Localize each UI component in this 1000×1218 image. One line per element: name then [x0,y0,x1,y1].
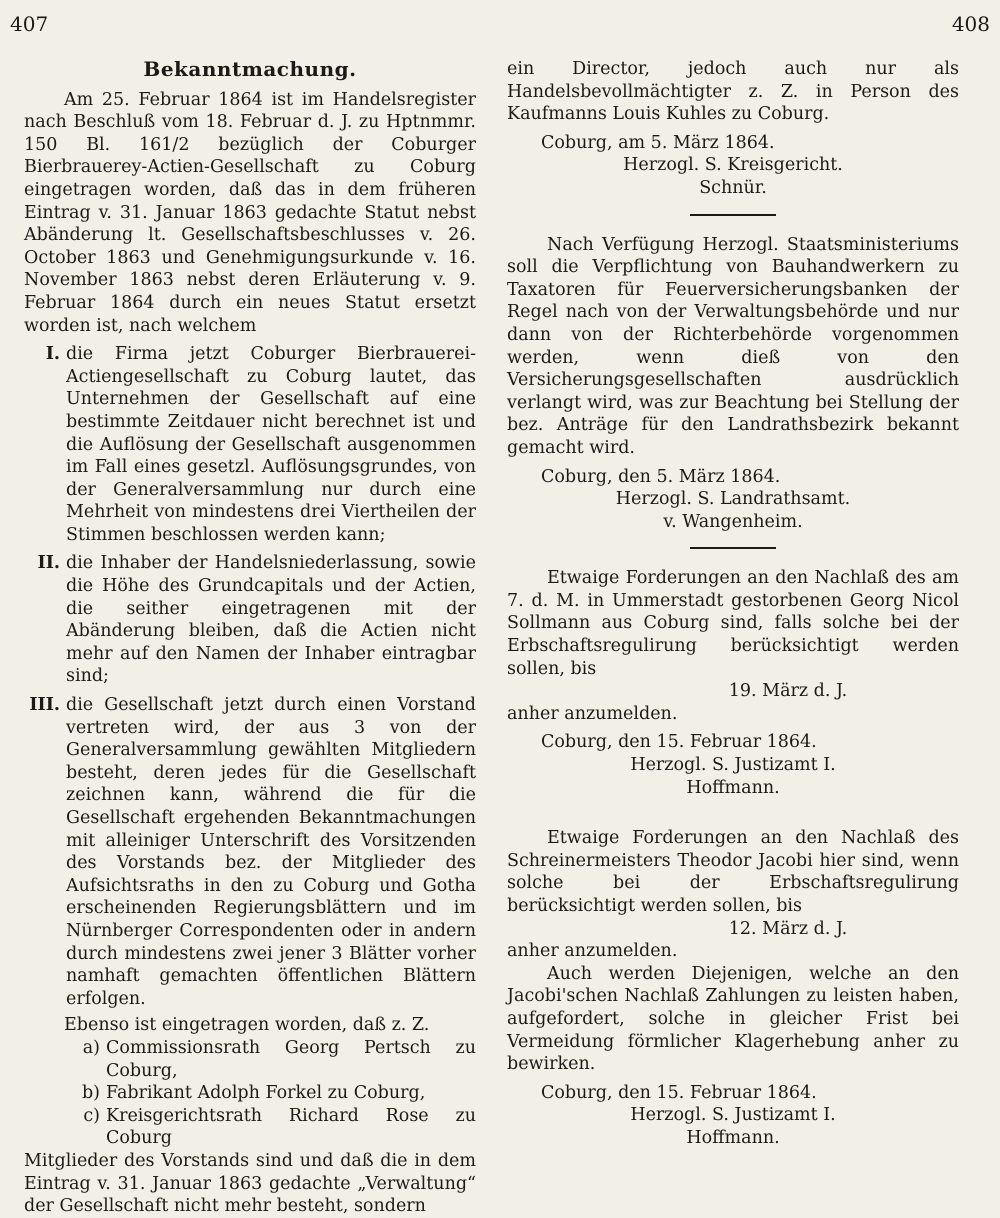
divider [690,547,776,549]
notice-place-date: Coburg, am 5. März 1864. [541,132,775,153]
notice-place-date: Coburg, den 15. Februar 1864. [541,732,817,753]
list-item [24,552,476,688]
notice-place-date: Coburg, den 5. März 1864. [541,466,781,487]
item-number: II. [37,553,60,574]
right-column [507,58,959,1150]
member-label: a) [82,1037,100,1058]
member-text: Fabrikant Adolph Forkel zu Coburg, [106,1083,426,1104]
notice-heading: Bekanntmachung. [143,57,357,81]
left-column [24,58,476,1218]
item-text: die Inhaber der Handelsniederlassung, sowie die Höhe des Grundcapitals und der Actien, die seither eingetragenen mit der Abänderung bleiben, daß die Actien nicht mehr auf den Namen der Inhaber eintragbar sind; [66,553,476,687]
notice-body: Nach Verfügung Herzogl. Staatsministeriums soll die Verpflichtung von Bauhandwerkern zu Taxatoren für Feuerversicherungsbanken der Regel nach von der Verwaltungsbehörde und nur dann von der Richterbehörde vorgenommen werden, wenn dieß von den Versicherungsgesellschaften ausdrücklich verlangt wird, was zur Beachtung bei Stellung der bez. Anträge für den Landrathsbezirk bekannt gemacht wird. [507,234,959,458]
notice-signature: Hoffmann. [686,777,780,798]
item-text: die Firma jetzt Coburger Bierbrauerei-Actiengesellschaft zu Coburg lautet, das Unternehmen der Gesellschaft auf eine bestimmte Zeitdauer nicht berechnet ist und die Auflösung der Gesellschaft ausgenommen im Fall eines gesetzl. Auflösungsgrundes, von der Generalversammlung nur durch eine Mehrheit von mindestens drei Viertheilen der Stimmen beschlossen werden kann; [66,344,476,545]
member-text: Commissionsrath Georg Pertsch zu Coburg, [106,1037,476,1081]
deadline-date: 19. März d. J. [728,681,848,702]
notice-signature: Hoffmann. [686,1127,780,1148]
member-entry [60,1105,476,1150]
item-text: die Gesellschaft jetzt durch einen Vorstand vertreten wird, der aus 3 von der Generalversammlung gewählten Mitgliedern besteht, deren jedes für die Gesellschaft zeichnen kann, während die für die Gesellschaft ergehenden Bekanntmachungen mit alleiniger Unterschrift des Vorsitzenden des Vorstands bez. der Mitglieder des Aufsichtsraths in den zu Coburg und Gotha erscheinenden Regierungsblättern und im Nürnberger Correspondenten oder in andern durch mindestens zwei jener 3 Blätter vorher namhaft gemachten öffentlichen Blättern erfolgen. [66,695,476,1009]
notice-office: Herzogl. S. Justizamt I. [630,1105,836,1126]
item-number: I. [45,344,60,365]
register-intro: Am 25. Februar 1864 ist im Handelsregister nach Beschluß vom 18. Februar d. J. zu Hptnmmr. 150 Bl. 161/2 bezüglich der Coburger Bierbrauerey-Actien-Gesellschaft zu Coburg eingetragen worden, daß das in dem früheren Eintrag v. 31. Januar 1863 gedachte Statut nebst Abänderung lt. Gesellschaftsbeschlusses v. 26. October 1863 und Genehmigungsurkunde v. 16. November 1863 nebst deren Erläuterung v. 9. Februar 1864 durch ein neues Statut ersetzt worden ist, nach welchem [24,89,476,336]
notice-body: Etwaige Forderungen an den Nachlaß des Schreinermeisters Theodor Jacobi hier sind, wenn solche bei der Erbschaftsregulirung berücksichtigt werden sollen, bis [507,828,959,916]
also-registered: Ebenso ist eingetragen worden, daß z. Z. [64,1015,430,1036]
item-number: III. [29,695,60,716]
member-entry [60,1037,476,1082]
notice-extra: Auch werden Diejenigen, welche an den Jacobi'schen Nachlaß Zahlungen zu leisten haben, aufgefordert, solche in gleicher Frist bei Vermeidung förmlicher Klagerhebung anher zu bewirken. [507,963,959,1075]
member-entry [60,1082,476,1105]
notice-instruction: anher anzumelden. [507,941,678,962]
member-label: b) [81,1083,100,1104]
notice-office: Herzogl. S. Kreisgericht. [623,155,843,176]
list-item [24,694,476,1010]
member-label: c) [83,1105,100,1126]
list-item [24,343,476,546]
notice-instruction: anher anzumelden. [507,703,678,724]
closing-paragraph: Mitglieder des Vorstands sind und daß die in dem Eintrag v. 31. Januar 1863 gedachte „Verwaltung“ der Gesellschaft nicht mehr besteht, sondern [24,1150,476,1217]
page-number-right: 408 [951,12,990,36]
notice-body: Etwaige Forderungen an den Nachlaß des am 7. d. M. in Ummerstadt gestorbenen Georg Nicol Sollmann aus Coburg sind, falls solche bei der Erbschaftsregulirung berücksichtigt werden sollen, bis [507,568,959,679]
notice-signature: v. Wangenheim. [663,511,803,532]
notice-place-date: Coburg, den 15. Februar 1864. [541,1082,817,1103]
notice-office: Herzogl. S. Justizamt I. [630,755,836,776]
member-text: Kreisgerichtsrath Richard Rose zu Coburg [106,1105,476,1149]
notice-office: Herzogl. S. Landrathsamt. [615,489,851,510]
divider [690,214,776,216]
page-number-left: 407 [10,12,49,36]
deadline-date: 12. März d. J. [728,918,848,939]
notice-signature: Schnür. [699,177,767,198]
continuation-paragraph: ein Director, jedoch auch nur als Handelsbevollmächtigter z. Z. in Person des Kaufmanns Louis Kuhles zu Coburg. [507,59,959,125]
